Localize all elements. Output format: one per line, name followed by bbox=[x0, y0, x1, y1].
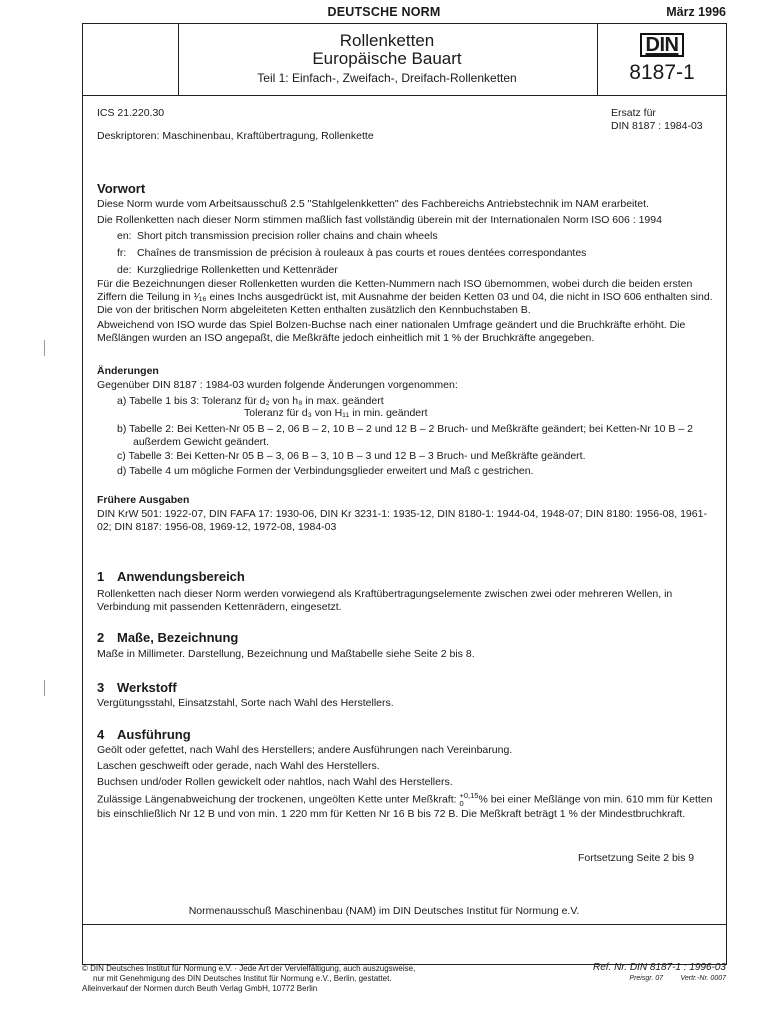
language-code: de: bbox=[117, 264, 132, 276]
footer-copyright-2: nur mit Genehmigung des DIN Deutsches Institut für Normung e.V., Berlin, gestattet. bbox=[93, 974, 392, 983]
ics-code: ICS 21.220.30 bbox=[97, 107, 165, 119]
section-3-text: Vergütungsstahl, Einsatzstahl, Sorte nach Wahl des Herstellers. bbox=[97, 697, 394, 709]
language-text: Kurzgliedrige Rollenketten und Kettenräder bbox=[137, 264, 338, 276]
language-en bbox=[117, 230, 717, 243]
footer-reference: Ref. Nr. DIN 8187-1 : 1996-03 bbox=[592, 962, 726, 973]
tolerance-before: Zulässige Längenabweichung der trockenen, ungeölten Kette unter Meßkraft: bbox=[97, 793, 457, 806]
section-1-text: Rollenketten nach dieser Norm werden vorwiegend als Kraftübertragungselemente zwischen zwei oder mehreren Wellen, in Verbindung mit passenden Kettenrädern, eingesetzt. bbox=[97, 588, 673, 613]
change-item-b bbox=[117, 423, 717, 449]
language-code: en: bbox=[117, 230, 132, 242]
section-4-heading bbox=[97, 727, 191, 742]
continuation-note: Fortsetzung Seite 2 bis 9 bbox=[578, 852, 695, 864]
change-item-d bbox=[117, 465, 717, 478]
section-4-text-3: Buchsen und/oder Rollen gewickelt oder nahtlos, nach Wahl des Herstellers. bbox=[97, 776, 453, 788]
change-marker: b) bbox=[117, 423, 127, 435]
subtitle: Teil 1: Einfach-, Zweifach-, Dreifach-Rollenketten bbox=[257, 71, 517, 85]
section-number: 2 bbox=[97, 630, 105, 645]
language-fr bbox=[117, 247, 717, 260]
standard-body: DEUTSCHE NORM bbox=[327, 5, 441, 19]
vorwort-p3: Für die Bezeichnungen dieser Rollenketten wurden die Ketten-Nummern nach ISO übernommen, wobei durch die beiden ersten Ziffern die Teilung in ¹⁄₁₆ eines Inchs ausgedrückt ist, mit Ausnahme der beiden Ketten 03 und 04, die nicht in ISO 606 enthalten sind. Die von der britischen Norm abgeleiteten Ketten enthalten zusätzlich den Kennbuchstaben B. bbox=[97, 278, 713, 316]
section-4-text-2: Laschen geschweift oder gerade, nach Wahl des Herstellers. bbox=[97, 760, 380, 772]
footer-price-group: Preisgr. 07 bbox=[629, 975, 663, 982]
change-text: Tabelle 2: Bei Ketten-Nr 05 B – 2, 06 B – 2, 10 B – 2 und 12 B – 2 Bruch- und Meßkräfte geändert; bei Ketten-Nr 10 B – 2 außerdem Gewicht geändert. bbox=[129, 423, 693, 448]
section-2-heading bbox=[97, 630, 238, 645]
title-line2: Europäische Bauart bbox=[312, 49, 462, 68]
aenderungen-intro: Gegenüber DIN 8187 : 1984-03 wurden folgende Änderungen vorgenommen: bbox=[97, 379, 458, 391]
section-title: Maße, Bezeichnung bbox=[117, 630, 239, 645]
language-code: fr: bbox=[117, 247, 127, 259]
tolerance-after: % bei einer Meßlänge von min. 610 mm für Ketten bis einschließlich Nr 12 B und von min. 1 220 mm für Ketten Nr 16 B bis 72 B. Die Meßkraft beträgt 1 % der Mindestbruchkraft. bbox=[97, 793, 713, 820]
change-marker: a) bbox=[117, 395, 127, 407]
change-text: Tabelle 4 um mögliche Formen der Verbindungsglieder erweitert und Maß c gestrichen. bbox=[129, 465, 534, 477]
section-title: Anwendungsbereich bbox=[117, 569, 245, 584]
tolerance-upper: +0,15 bbox=[459, 791, 479, 800]
tolerance-text bbox=[97, 792, 717, 821]
section-title: Ausführung bbox=[117, 727, 191, 742]
change-marker: c) bbox=[117, 450, 126, 462]
change-item-c bbox=[117, 450, 717, 463]
language-text: Short pitch transmission precision roller chains and chain wheels bbox=[137, 230, 438, 242]
change-text: Tabelle 1 bis 3: Toleranz für d₂ von h₈ in max. geändert bbox=[129, 395, 384, 407]
din-logo: DIN bbox=[640, 33, 685, 57]
margin-tick bbox=[44, 340, 45, 356]
vorwort-p1: Diese Norm wurde vom Arbeitsausschuß 2.5 "Stahlgelenkketten" des Fachbereichs Antriebstechnik im NAM erarbeitet. bbox=[97, 198, 649, 210]
section-1-heading bbox=[97, 569, 245, 584]
issue-date: März 1996 bbox=[666, 5, 726, 19]
section-number: 4 bbox=[97, 727, 105, 742]
section-title: Werkstoff bbox=[117, 680, 177, 695]
vorwort-p4: Abweichend von ISO wurde das Spiel Bolzen-Buchse nach einer nationalen Umfrage geändert und die Bruchkräfte erhöht. Die Meßlängen wurden an ISO angepaßt, die Meßkräfte jedoch einheitlich mit 1 % der Bruchkräfte angegeben. bbox=[97, 319, 686, 344]
bottom-divider bbox=[83, 924, 726, 925]
replacement-label: Ersatz für bbox=[611, 107, 656, 119]
vorwort-p2: Die Rollenketten nach dieser Norm stimmen maßlich fast vollständig überein mit der Internationalen Norm ISO 606 : 1994 bbox=[97, 214, 662, 226]
language-de bbox=[117, 264, 717, 277]
section-3-heading bbox=[97, 680, 177, 695]
section-number: 3 bbox=[97, 680, 105, 695]
title-block bbox=[177, 23, 597, 95]
replacement-doc: DIN 8187 : 1984-03 bbox=[611, 120, 703, 132]
title-divider bbox=[83, 95, 726, 96]
fruehere-heading: Frühere Ausgaben bbox=[97, 494, 190, 506]
footer-sales-number: Vertr.-Nr. 0007 bbox=[680, 975, 726, 982]
change-item-a-line2: Toleranz für d₃ von H₁₁ in min. geändert bbox=[244, 407, 428, 419]
footer-copyright-1: © DIN Deutsches Institut für Normung e.V. · Jede Art der Vervielfältigung, auch auszugsweise, bbox=[82, 964, 416, 973]
tolerance-value bbox=[459, 792, 478, 807]
change-marker: d) bbox=[117, 465, 127, 477]
section-number: 1 bbox=[97, 569, 105, 584]
margin-tick bbox=[44, 680, 45, 696]
din-block bbox=[597, 23, 727, 95]
aenderungen-heading: Änderungen bbox=[97, 365, 159, 377]
descriptors: Deskriptoren: Maschinenbau, Kraftübertragung, Rollenkette bbox=[97, 130, 374, 142]
committee-line: Normenausschuß Maschinenbau (NAM) im DIN Deutsches Institut für Normung e.V. bbox=[188, 905, 580, 917]
title-line1: Rollenketten bbox=[339, 31, 435, 50]
language-text: Chaînes de transmission de précision à rouleaux à pas courts et roues dentées correspondantes bbox=[137, 247, 587, 259]
change-text: Tabelle 3: Bei Ketten-Nr 05 B – 3, 06 B – 3, 10 B – 3 und 12 B – 3 Bruch- und Meßkräfte geändert. bbox=[128, 450, 586, 462]
section-2-text: Maße in Millimeter. Darstellung, Bezeichnung und Maßtabelle siehe Seite 2 bis 8. bbox=[97, 648, 475, 660]
footer-copyright-3: Alleinverkauf der Normen durch Beuth Verlag GmbH, 10772 Berlin bbox=[82, 984, 318, 993]
fruehere-text: DIN KrW 501: 1922-07, DIN FAFA 17: 1930-06, DIN Kr 3231-1: 1935-12, DIN 8180-1: 1944-04, 1948-07; DIN 8180: 1956-08, 1961-02; DIN 8187: 1956-08, 1969-12, 1972-08, 1984-03 bbox=[97, 508, 707, 533]
din-number: 8187-1 bbox=[629, 61, 695, 84]
tolerance-lower: 0 bbox=[459, 798, 464, 808]
vorwort-heading: Vorwort bbox=[97, 181, 146, 196]
section-4-text-1: Geölt oder gefettet, nach Wahl des Herstellers; andere Ausführungen nach Vereinbarung. bbox=[97, 744, 513, 756]
